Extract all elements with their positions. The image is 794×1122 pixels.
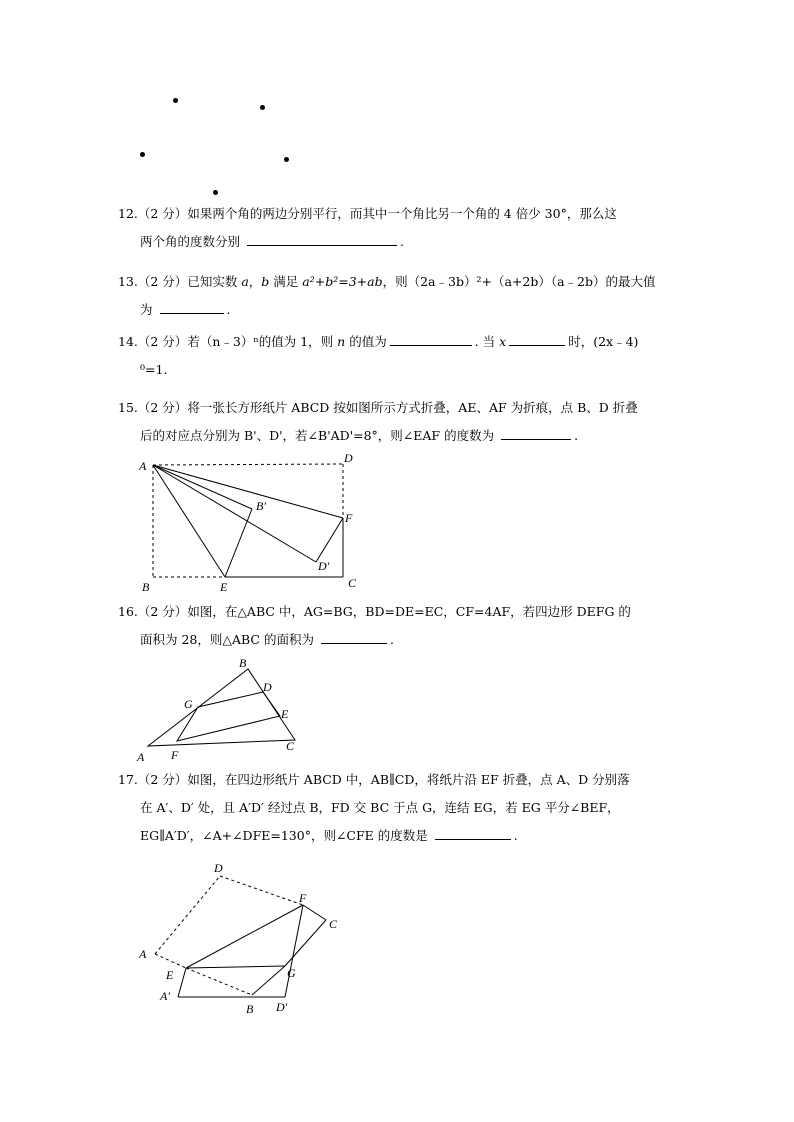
q14-text-a: 若（n﹣3）ⁿ的值为 1，则 [187, 334, 334, 349]
question-13 [118, 268, 678, 324]
q17-label-C: C [329, 917, 338, 931]
q16-line2: 面积为 28，则△ABC 的面积为 [140, 632, 314, 647]
q16-label-G: G [184, 697, 193, 711]
q17-edge-FC [303, 905, 326, 920]
q17-edge-EF [186, 905, 303, 968]
q13-var-a: a [241, 274, 249, 289]
q17-edge-EB-dashed [186, 968, 252, 995]
q17-line3: EG∥A′D′，∠A+∠DFE=130°，则∠CFE 的度数是 [140, 828, 428, 843]
q16-triangle-ABC [148, 669, 295, 746]
q16-label-E: E [281, 707, 289, 721]
dot-4 [284, 157, 289, 162]
q17-label-E: E [166, 968, 174, 982]
question-15 [118, 394, 678, 450]
q12-end: . [400, 234, 404, 249]
q17-figure [135, 858, 345, 1018]
q17-edge-AD-dashed [155, 876, 220, 954]
q12-line1: 如果两个角的两边分别平行，而其中一个角比另一个角的 4 倍少 30°，那么这 [187, 206, 617, 221]
q15-edge-ABp [153, 465, 252, 509]
q13-text-c: ，则（2a﹣3b）²+（a+2b）（a﹣2b）的最大值 [382, 274, 656, 289]
dot-2 [260, 105, 265, 110]
q15-figure [130, 448, 370, 598]
q15-end: . [574, 428, 579, 443]
q15-answer-blank[interactable] [501, 425, 571, 440]
q15-edge-DpF [316, 518, 343, 562]
q17-edge-AE-dashed [155, 954, 186, 968]
q15-label-D: D [344, 451, 353, 465]
q15-label-A: A [139, 459, 147, 473]
q13-end: . [226, 302, 231, 317]
q16-figure [135, 655, 310, 765]
q13-line2: 为 [140, 302, 153, 317]
q17-label-D: D [214, 861, 223, 875]
q15-number: 15.（2 分） [118, 400, 188, 415]
q16-answer-blank[interactable] [321, 629, 387, 644]
q16-label-A: A [137, 750, 145, 764]
q17-number: 17.（2 分） [118, 772, 188, 787]
q17-edge-GB [252, 966, 285, 995]
q13-var-b: b [261, 274, 270, 289]
q17-label-A: A [139, 947, 147, 961]
q14-text-b: 的值为 [349, 334, 387, 349]
q15-edge-AD-dashed [153, 464, 343, 465]
q14-text-d: 时，(2x﹣4) [568, 334, 639, 349]
dot-1 [173, 98, 178, 103]
q14-var-x: x [499, 334, 507, 349]
q17-edge-EG [186, 966, 285, 968]
q14-text-c: . 当 [474, 334, 496, 349]
q13-sep: ， [248, 274, 262, 289]
q15-line2: 后的对应点分别为 B'、D'，若∠B'AD'=8°，则∠EAF 的度数为 [140, 428, 495, 443]
question-12 [118, 200, 678, 256]
q17-line2: 在 A′、D′ 处，且 A′D′ 经过点 B，FD 交 BC 于点 G，连结 EG，若 EG 平分∠BEF， [140, 800, 620, 815]
q14-answer-blank-1[interactable] [390, 331, 472, 346]
q16-label-B: B [239, 656, 247, 670]
q15-label-Bp: B′ [256, 499, 266, 513]
question-14 [118, 328, 678, 384]
q13-text-b: 满足 [273, 274, 299, 289]
q16-line1: 如图，在△ABC 中，AG=BG，BD=DE=EC，CF=4AF，若四边形 DEFG 的 [187, 604, 631, 619]
q17-label-G: G [287, 966, 296, 980]
q14-answer-blank-2[interactable] [509, 331, 565, 346]
q14-var-n: n [337, 334, 346, 349]
q13-number: 13.（2 分） [118, 274, 188, 289]
q17-label-Ap: A′ [160, 989, 170, 1003]
q17-edge-CG [285, 920, 326, 966]
q17-label-B: B [246, 1002, 254, 1016]
q15-line1: 将一张长方形纸片 ABCD 按如图所示方式折叠，AE、AF 为折痕，点 B、D 折叠 [187, 400, 638, 415]
q16-number: 16.（2 分） [118, 604, 188, 619]
q13-condition: a²+b²=3+ab [302, 274, 383, 289]
q15-label-Dp: D′ [318, 559, 330, 573]
q17-edge-EAp [178, 968, 186, 997]
dot-3 [140, 152, 145, 157]
q16-label-F: F [171, 748, 179, 762]
q17-answer-blank[interactable] [435, 825, 511, 840]
q12-line2: 两个角的度数分别 [140, 234, 241, 249]
q17-edge-FDp [285, 905, 303, 997]
q17-line1: 如图，在四边形纸片 ABCD 中，AB∥CD，将纸片沿 EF 折叠，点 A、D 分别落 [187, 772, 630, 787]
dot-5 [213, 190, 218, 195]
q13-text-a: 已知实数 [187, 274, 238, 289]
q12-answer-blank[interactable] [247, 231, 397, 246]
q14-number: 14.（2 分） [118, 334, 188, 349]
q16-end: . [389, 632, 394, 647]
question-17 [118, 766, 678, 850]
q16-label-C: C [286, 739, 295, 753]
q12-number: 12.（2 分） [118, 206, 188, 221]
q16-label-D: D [263, 680, 272, 694]
q15-label-C: C [348, 576, 357, 590]
q15-edge-ADp [153, 465, 316, 562]
q17-label-Dp: D′ [276, 1000, 288, 1014]
question-16 [118, 598, 678, 654]
q17-label-F: F [299, 891, 307, 905]
q17-edge-DF-dashed [220, 876, 303, 905]
q14-line2: ⁰=1. [140, 362, 168, 377]
q15-label-E: E [220, 580, 228, 594]
q13-answer-blank[interactable] [160, 299, 224, 314]
q15-edge-EBp [225, 509, 252, 577]
q15-label-B: B [142, 580, 150, 594]
q17-end: . [513, 828, 518, 843]
q15-label-F: F [345, 511, 353, 525]
